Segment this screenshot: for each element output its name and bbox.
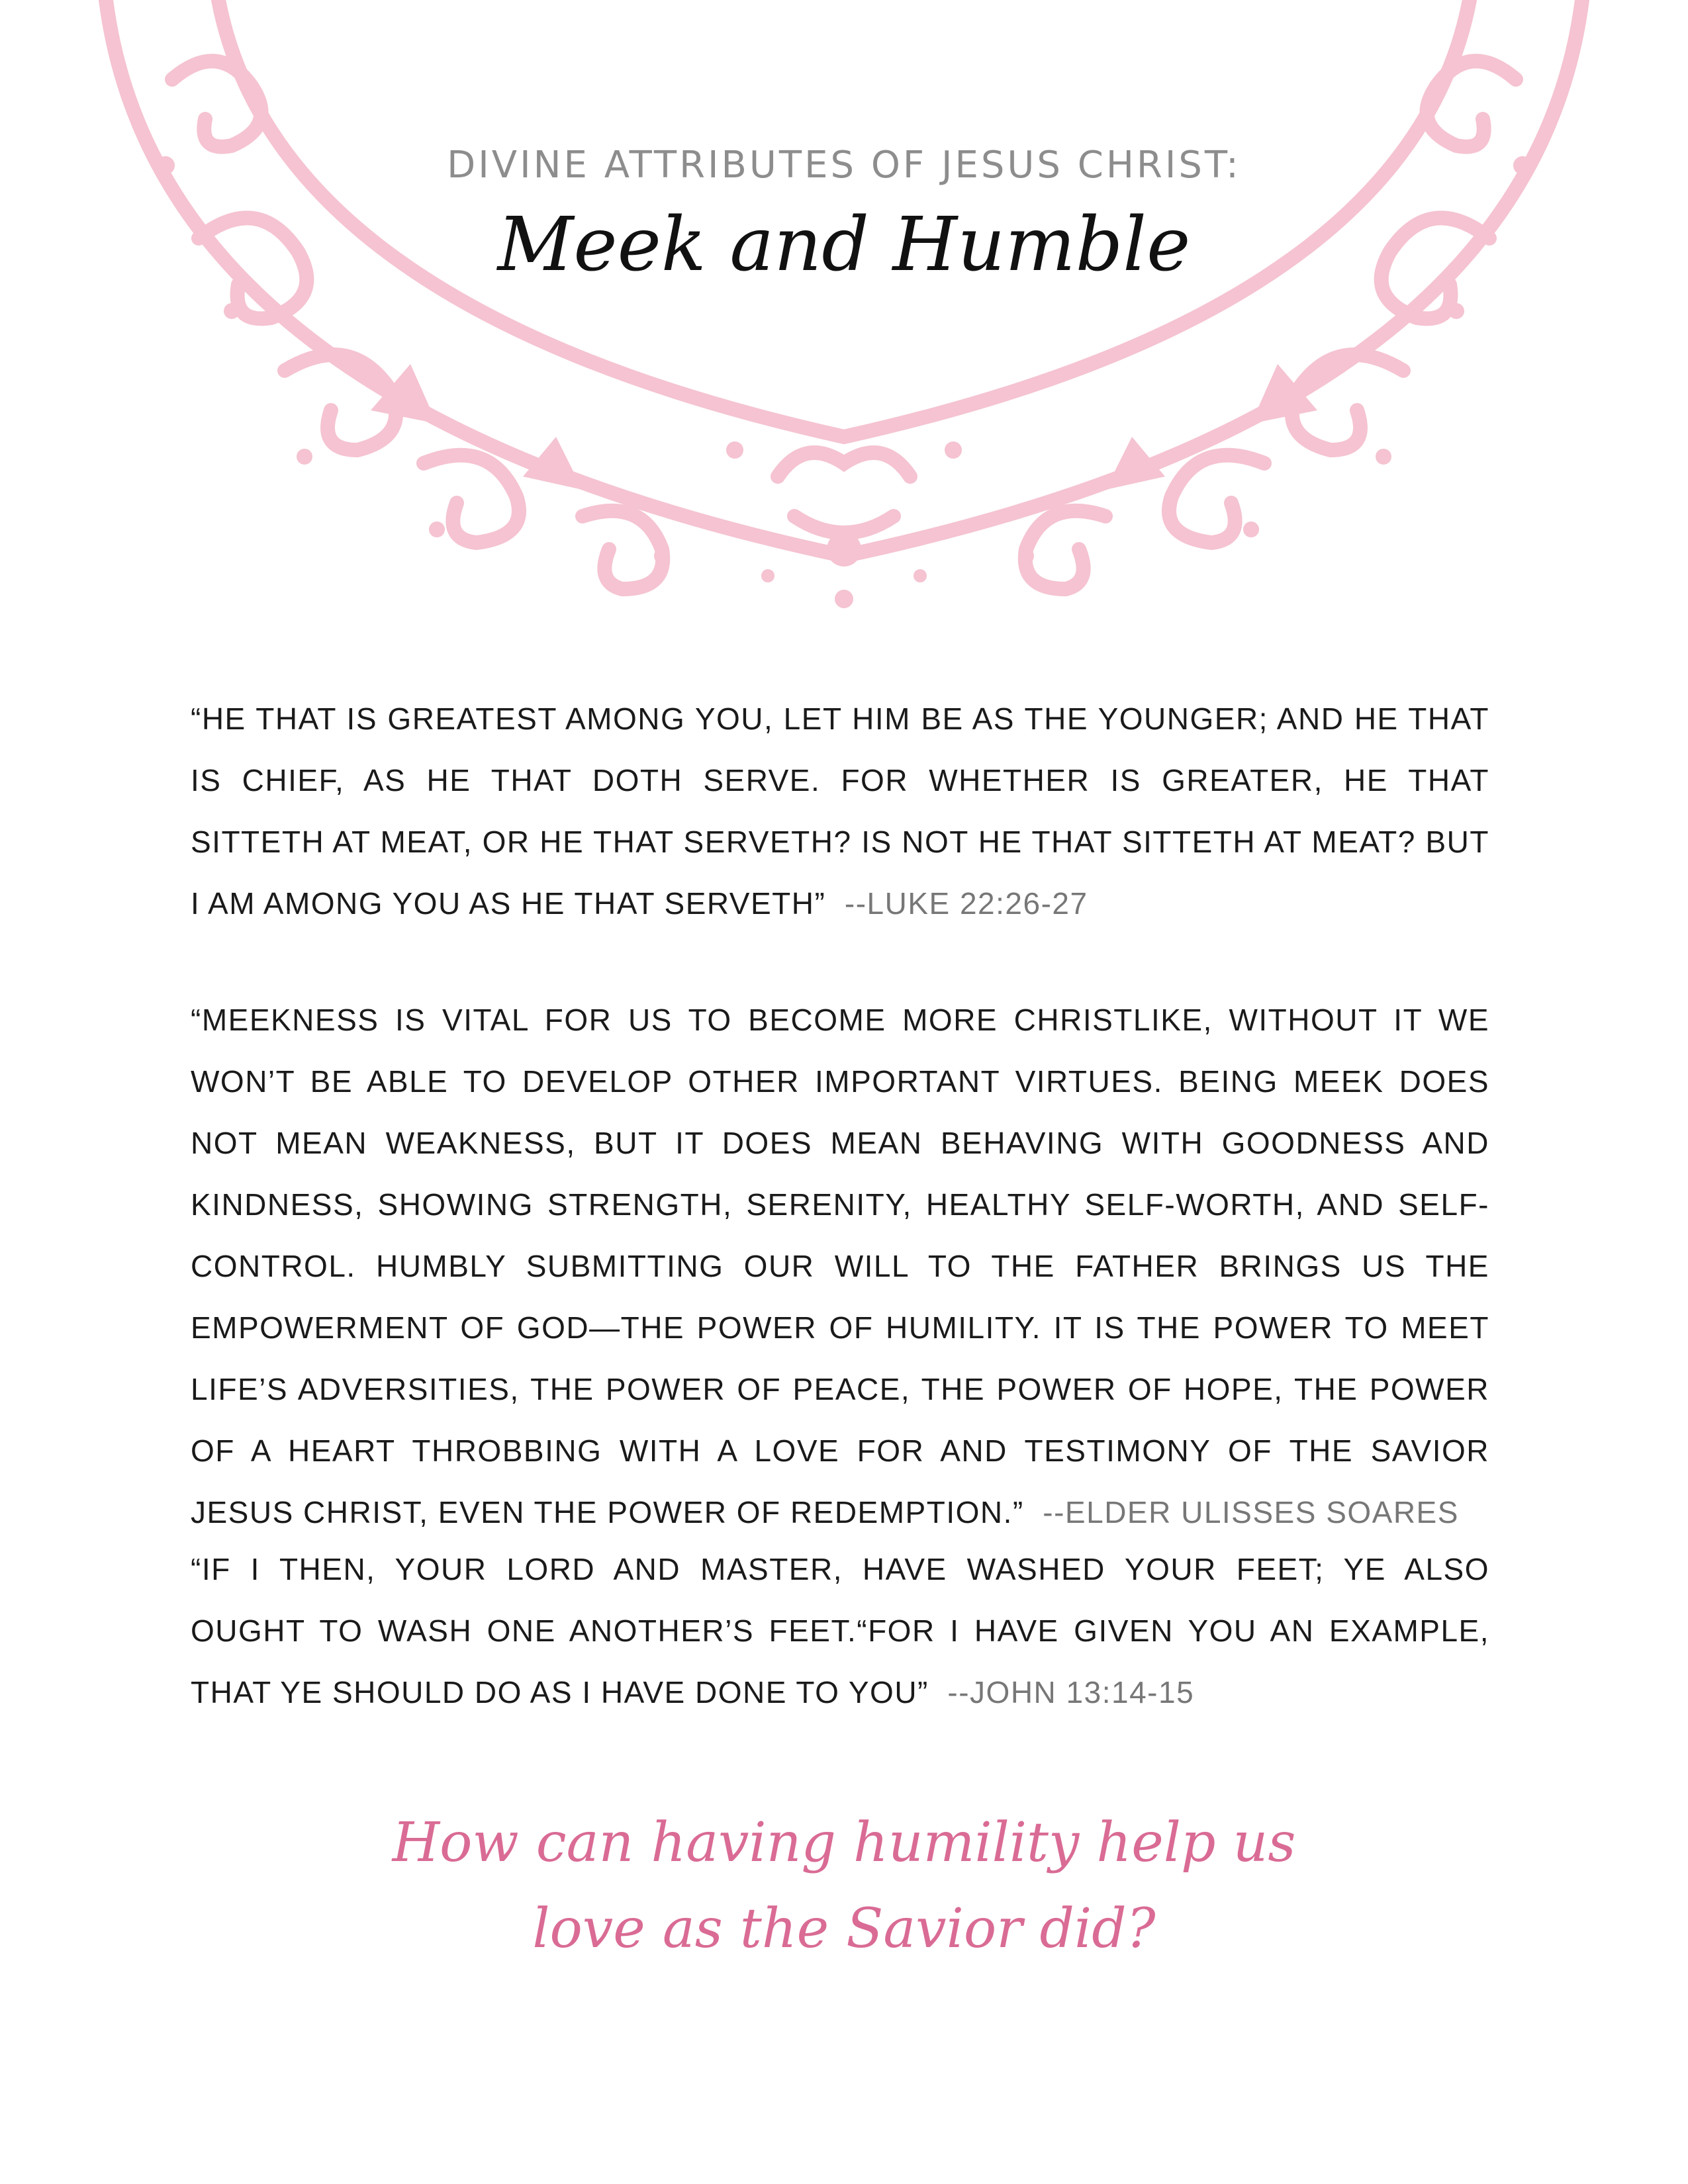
page-subtitle: DIVINE ATTRIBUTES OF JESUS CHRIST: <box>447 144 1241 187</box>
quote-citation: --JOHN 13:14-15 <box>947 1675 1195 1709</box>
scripture-quote-luke <box>191 688 1489 934</box>
quote-citation: --LUKE 22:26-27 <box>844 886 1088 921</box>
reflection-question <box>0 1800 1688 1972</box>
quote-elder-soares <box>191 989 1489 1543</box>
quote-citation: --ELDER ULISSES SOARES <box>1043 1495 1459 1529</box>
quote-text: “MEEKNESS IS VITAL FOR US TO BECOME MORE CHRISTLIKE, WITHOUT IT WE WON’T BE ABLE TO DEVELOP OTHER IMPORTANT VIRTUES. BEING MEEK DOES NOT MEAN WEAKNESS, BUT IT DOES MEAN BEHAVING WITH GOODNESS AND KINDNESS, SHOWING STRENGTH, SERENITY, HEALTHY SELF-WORTH, AND SELF-CONTROL. HUMBLY SUBMITTING OUR WILL TO THE FATHER BRINGS US THE EMPOWERMENT OF GOD—THE POWER OF HUMILITY. IT IS THE POWER TO MEET LIFE’S ADVERSITIES, THE POWER OF PEACE, THE POWER OF HOPE, THE POWER OF A HEART THROBBING WITH A LOVE FOR AND TESTIMONY OF THE SAVIOR JESUS CHRIST, EVEN THE POWER OF REDEMPTION.” <box>191 1003 1489 1529</box>
page-title: Meek and Humble <box>497 202 1191 288</box>
decorative-mandala-ornament <box>0 0 1688 622</box>
scripture-quote-john <box>191 1539 1489 1723</box>
quote-text: “IF I THEN, YOUR LORD AND MASTER, HAVE WASHED YOUR FEET; YE ALSO OUGHT TO WASH ONE ANOTHER’S FEET.“FOR I HAVE GIVEN YOU AN EXAMPLE, THAT YE SHOULD DO AS I HAVE DONE TO YOU” <box>191 1552 1489 1709</box>
question-line-1: How can having humility help us <box>392 1811 1296 1874</box>
question-line-2: love as the Savior did? <box>532 1897 1156 1960</box>
quote-text: “HE THAT IS GREATEST AMONG YOU, LET HIM BE AS THE YOUNGER; AND HE THAT IS CHIEF, AS HE THAT DOTH SERVE. FOR WHETHER IS GREATER, HE THAT SITTETH AT MEAT, OR HE THAT SERVETH? IS NOT HE THAT SITTETH AT MEAT? BUT I AM AMONG YOU AS HE THAT SERVETH” <box>191 702 1489 921</box>
page-header <box>0 139 1688 291</box>
